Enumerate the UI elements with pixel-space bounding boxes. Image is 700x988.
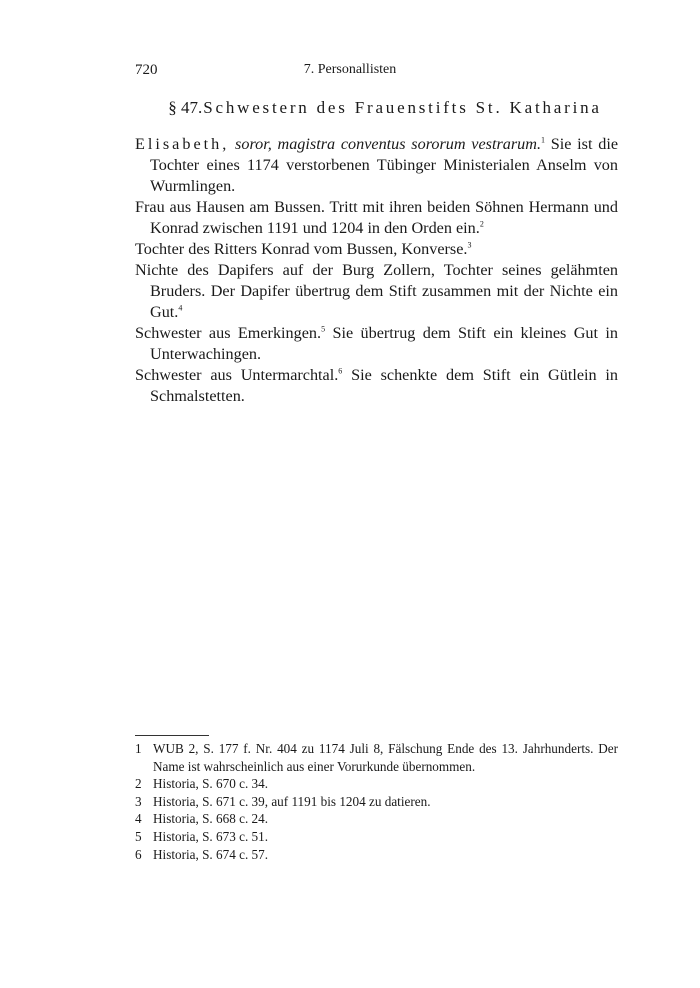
page-number: 720 <box>135 62 158 78</box>
footnote-number: 3 <box>135 793 142 809</box>
footnote-ref[interactable]: 5 <box>321 324 326 334</box>
entry-text: Schwester aus Untermarchtal. <box>135 366 339 384</box>
entry-text-after: Sie schenkte dem Stift ein Gütlein in Schmalstetten. <box>150 366 618 405</box>
footnote-text: Historia, S. 668 c. 24. <box>153 811 269 827</box>
list-item <box>135 365 618 407</box>
list-item <box>135 197 618 239</box>
footnote <box>135 828 618 846</box>
footnotes <box>135 735 618 863</box>
footnote <box>135 740 618 775</box>
entry-text: Sie ist die Tochter eines 1174 verstorbenen Tübinger Ministerialen Anselm von Wurmlingen. <box>150 135 618 195</box>
entry-name: Elisabeth, <box>135 135 230 153</box>
entry-text-after: Sie übertrug dem Stift ein kleines Gut in Unterwachingen. <box>150 324 619 363</box>
footnote-text: Historia, S. 671 c. 39, auf 1191 bis 1204 zu datieren. <box>153 793 431 809</box>
footnote-text: Historia, S. 674 c. 57. <box>153 846 269 862</box>
list-item <box>135 134 618 197</box>
entry-text: Nichte des Dapifers auf der Burg Zollern, Tochter seines gelähmten Bruders. Der Dapifer übertrug dem Stift zusammen mit der Nichte ein Gut. <box>135 261 618 321</box>
footnote <box>135 793 618 811</box>
footnote-ref[interactable]: 6 <box>338 366 343 376</box>
list-item <box>135 260 618 323</box>
entry-quote: soror, magistra conventus sororum vestrarum. <box>235 135 542 153</box>
section-title-text: Schwestern des Frauenstifts St. Katharina <box>203 98 602 117</box>
footnote-text: Historia, S. 673 c. 51. <box>153 828 269 844</box>
list-item <box>135 239 618 260</box>
footnote-text: Historia, S. 670 c. 34. <box>153 776 269 792</box>
entry-text: Frau aus Hausen am Bussen. Tritt mit ihren beiden Söhnen Hermann und Konrad zwischen 1191 und 1204 in den Orden ein. <box>135 198 618 237</box>
footnote-ref[interactable]: 1 <box>541 135 546 145</box>
footnote-divider <box>135 735 209 736</box>
entry-text: Schwester aus Emerkingen. <box>135 324 322 342</box>
footnote <box>135 846 618 864</box>
entry-list <box>135 134 618 407</box>
footnote-number: 5 <box>135 828 142 844</box>
entry-text: Tochter des Ritters Konrad vom Bussen, Konverse. <box>135 240 468 258</box>
footnote-text: WUB 2, S. 177 f. Nr. 404 zu 1174 Juli 8, Fälschung Ende des 13. Jahrhunderts. Der Name ist wahrscheinlich aus einer Vorurkunde übernommen. <box>153 741 618 774</box>
running-head: 7. Personallisten <box>303 62 397 77</box>
list-item <box>135 323 618 365</box>
footnote <box>135 775 618 793</box>
footnote-number: 6 <box>135 846 142 862</box>
footnote-number: 2 <box>135 776 142 792</box>
footnote-number: 1 <box>135 741 142 756</box>
section-sign: § 47. <box>168 98 203 117</box>
footnote-ref[interactable]: 3 <box>467 240 472 250</box>
footnote-ref[interactable]: 2 <box>479 219 484 229</box>
footnote-ref[interactable]: 4 <box>178 303 183 313</box>
footnote-number: 4 <box>135 811 142 827</box>
section-title <box>0 98 700 118</box>
footnote <box>135 810 618 828</box>
